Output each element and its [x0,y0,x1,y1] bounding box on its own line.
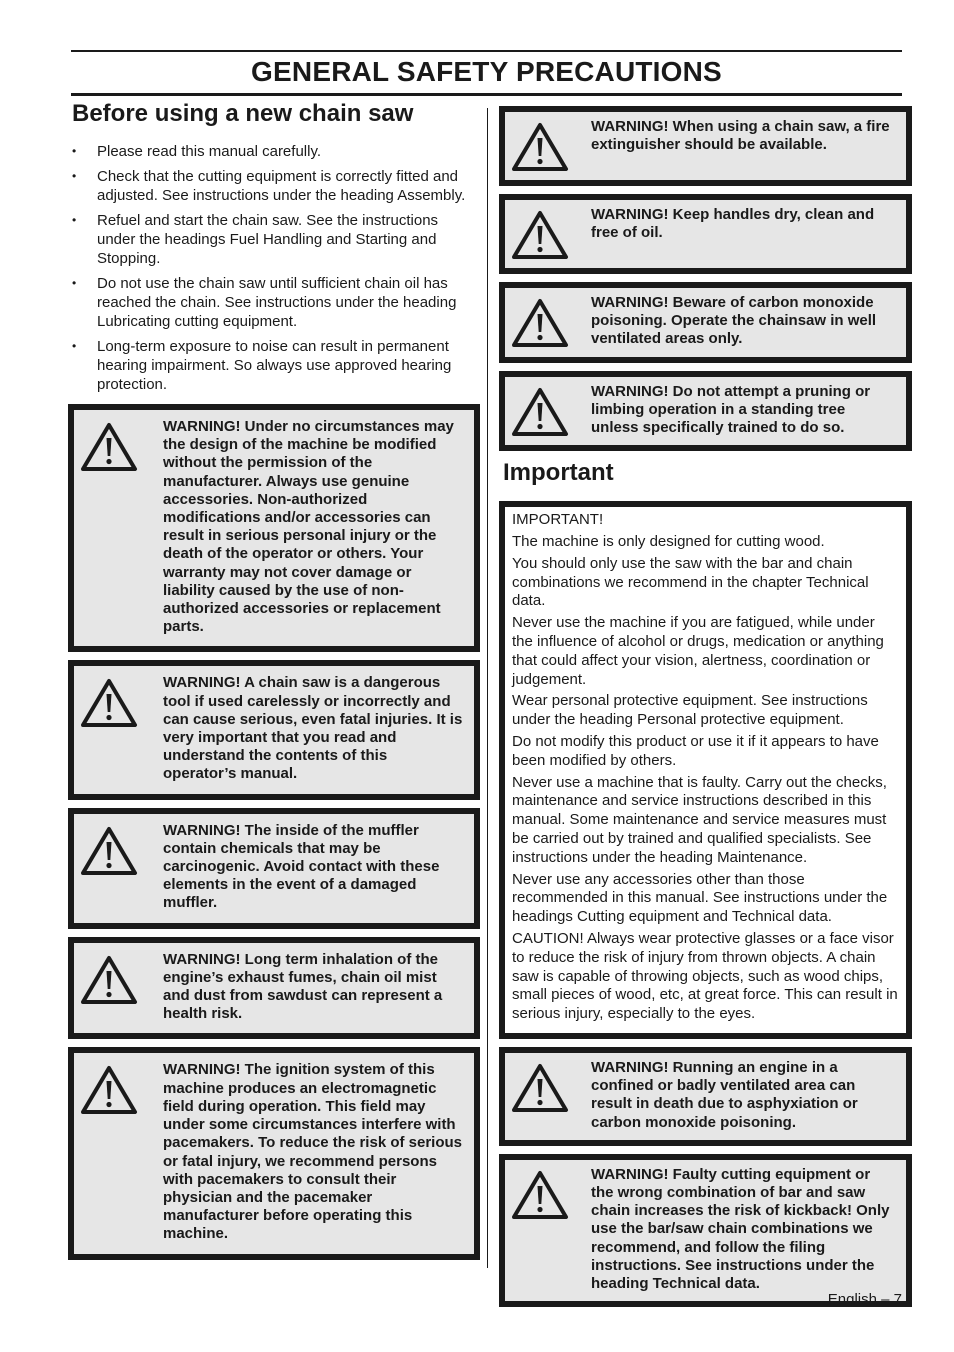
important-paragraph: Never use any accessories other than those recommended in this manual. See instructions under the headings Cutting equipment and Technical data. [512,870,888,926]
list-item-text: Do not use the chain saw until sufficient chain oil has reached the chain. See instructions under the heading Lubricating cutting equipment. [97,275,457,330]
warning-box [499,1154,912,1307]
bullet-dot: • [72,169,77,183]
warning-box [68,660,480,799]
warning-box [499,1047,912,1146]
warning-box [68,404,480,652]
list-item [68,142,480,161]
bullet-dot: • [72,276,77,290]
title-underline [71,93,902,96]
important-paragraph: Wear personal protective equipment. See instructions under the heading Personal protective equipment. [512,692,868,729]
warning-text: WARNING! Under no circumstances may the design of the machine be modified without the permission of the manufacturer. Always use genuine accessories. Non-authorized modifications and/or accessories can result in serious personal injury or the death of the operator or others. Your warranty may not cover damage or liability caused by the use of non-authorized accessories or replacement parts. [163,418,454,636]
warning-box [68,937,480,1040]
page-footer: English – 7 [827,1291,902,1308]
warning-triangle-icon [80,422,140,472]
warning-box [68,1047,480,1259]
warning-box [499,106,912,186]
important-paragraph: CAUTION! Always wear protective glasses or a face visor to reduce the risk of injury from thrown objects. A chain saw is capable of throwing objects, such as wood chips, small pieces of wood, etc, at great force. This can result in serious injury, especially to the eyes. [512,929,898,1023]
warning-text: WARNING! Running an engine in a confined or badly ventilated area can result in death due to asphyxiation or carbon monoxide poisoning. [591,1058,858,1131]
page-title: GENERAL SAFETY PRECAUTIONS [251,56,722,87]
warning-box [68,808,480,929]
bullet-list [68,142,480,394]
warning-triangle-icon [80,955,140,1005]
warning-triangle-icon [511,1063,571,1113]
important-paragraph: Never use the machine if you are fatigued, while under the influence of alcohol or drugs, medication or anything that could affect your vision, alertness, coordination or judgement. [512,614,884,688]
list-item [68,167,480,205]
warning-text: WARNING! The inside of the muffler contain chemicals that may be carcinogenic. Avoid contact with these elements in the event of a damaged muffler. [163,821,440,912]
important-paragraph: Never use a machine that is faulty. Carry out the checks, maintenance and service instructions described in this manual. Some maintenance and service measures must be carried out by trained and qualified specialists. See instructions under the heading Maintenance. [512,773,887,866]
important-box [499,501,912,1039]
warning-triangle-icon [511,387,571,437]
list-item-text: Long-term exposure to noise can result in permanent hearing impairment. So always use approved hearing protection. [97,338,452,393]
warning-text: WARNING! A chain saw is a dangerous tool if used carelessly or incorrectly and can cause serious, even fatal injuries. It is very important that you read and understand the contents of this operator’s manual. [163,674,463,783]
warning-text: WARNING! Do not attempt a pruning or limbing operation in a standing tree unless specifically trained to do so. [591,382,871,437]
right-column [499,106,912,1315]
warning-triangle-icon [511,298,571,348]
warning-text: WARNING! When using a chain saw, a fire extinguisher should be available. [591,118,890,154]
important-paragraph: Do not modify this product or use it if it appears to have been modified by others. [512,732,879,769]
warning-text: WARNING! Long term inhalation of the engine’s exhaust fumes, chain oil mist and dust from sawdust can represent a health risk. [163,950,443,1023]
warning-text: WARNING! Beware of carbon monoxide poisoning. Operate the chainsaw in well ventilated areas only. [591,294,877,348]
top-rule [71,50,902,52]
warning-text: WARNING! The ignition system of this machine produces an electromagnetic field during operation. This field may under some circumstances interfere with pacemakers. To reduce the risk of serious or fatal injury, we recommend persons with pacemakers to consult their physician and the pacemaker manufacturer before operating this machine. [163,1061,463,1243]
list-item [68,211,480,268]
warning-box [499,282,912,363]
warning-triangle-icon [80,1065,140,1115]
important-paragraph: The machine is only designed for cutting wood. [512,533,825,551]
section-heading-important: Important [503,459,614,487]
list-item [68,337,480,394]
list-item-text: Check that the cutting equipment is correctly fitted and adjusted. See instructions under the heading Assembly. [97,168,466,204]
important-paragraph: IMPORTANT! [512,511,604,529]
warning-triangle-icon [511,122,571,172]
list-item-text: Please read this manual carefully. [97,143,322,160]
warning-text: WARNING! Keep handles dry, clean and free of oil. [591,206,875,242]
warning-box [499,371,912,452]
warning-triangle-icon [511,210,571,260]
warning-triangle-icon [80,678,140,728]
important-paragraph: You should only use the saw with the bar and chain combinations we recommend in the chapter Technical data. [512,554,869,610]
warning-text: WARNING! Faulty cutting equipment or the wrong combination of bar and saw chain increases the risk of kickback! Only use the bar/saw chain combinations we recommend, and follow the filing instructions. See instructions under the heading Technical data. [591,1165,890,1292]
warning-triangle-icon [80,826,140,876]
bullet-dot: • [72,213,77,227]
list-item [68,274,480,331]
section-heading-before-use: Before using a new chain saw [72,100,414,127]
list-item-text: Refuel and start the chain saw. See the instructions under the headings Fuel Handling and Starting and Stopping. [97,212,439,267]
warning-triangle-icon [511,1170,571,1220]
bullet-dot: • [72,144,77,158]
warning-box [499,194,912,274]
column-divider [487,108,488,1268]
bullet-dot: • [72,339,77,353]
left-column [68,100,480,1268]
